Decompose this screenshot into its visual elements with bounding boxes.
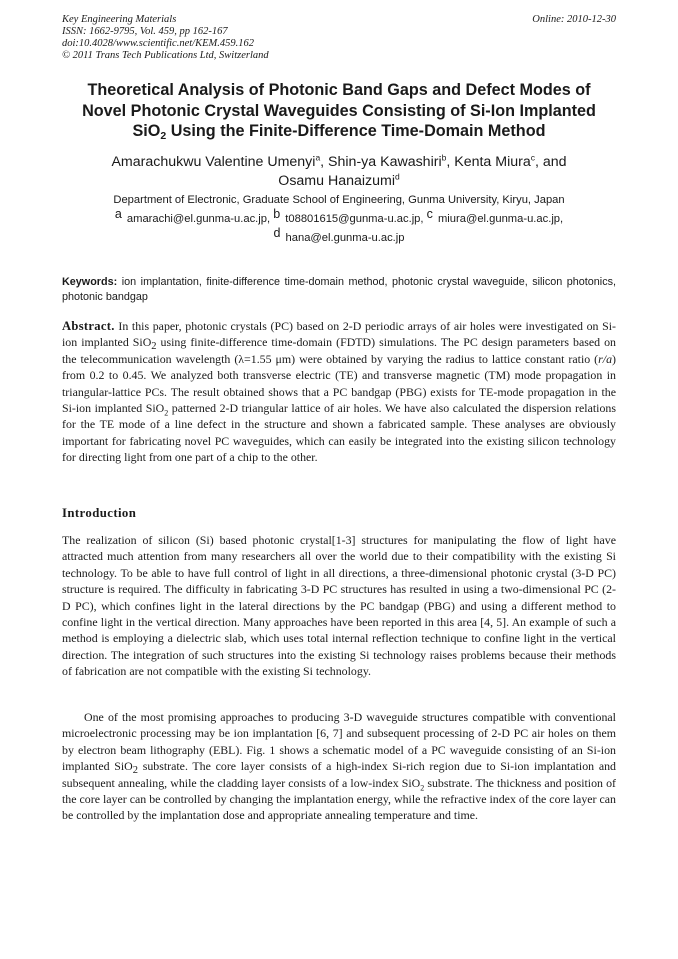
- abstract-text-1: In this paper, photonic crystals (PC) based on 2-D periodic arrays of air holes were investigated on Si-ion implanted SiO: [62, 319, 616, 350]
- author-4-mark: d: [394, 171, 400, 182]
- email-line-1: [52, 209, 626, 228]
- title-line-1: Theoretical Analysis of Photonic Band Gaps and Defect Modes of: [87, 81, 591, 99]
- journal-header: [62, 14, 269, 62]
- issn-line: ISSN: 1662-9795, Vol. 459, pp 162-167: [62, 26, 228, 37]
- paper-title: [52, 80, 626, 142]
- intro-paragraph-2: [62, 709, 616, 824]
- email-line-2: [52, 228, 626, 247]
- author-4: Osamu Hanaizumi: [278, 173, 395, 189]
- author-3: , Kenta Miura: [446, 154, 531, 170]
- keywords-label: Keywords:: [62, 276, 118, 288]
- email-b[interactable]: t08801615@gunma-u.ac.jp,: [285, 213, 424, 225]
- copyright-line: © 2011 Trans Tech Publications Ltd, Switzerland: [62, 50, 269, 61]
- keywords-text: ion implantation, finite-difference time-domain method, photonic crystal waveguide, silicon photonics, photonic bandgap: [62, 276, 616, 303]
- author-1-mark: a: [315, 152, 321, 163]
- abstract-label: Abstract.: [62, 319, 115, 333]
- title-rest: Using the Finite-Difference Time-Domain Method: [166, 122, 546, 141]
- abstract-ratio: r/a: [598, 351, 613, 366]
- doi-line: doi:10.4028/www.scientific.net/KEM.459.162: [62, 38, 254, 49]
- author-list: [52, 153, 626, 191]
- journal-name: Key Engineering Materials: [62, 14, 177, 25]
- intro-paragraph-1: The realization of silicon (Si) based photonic crystal[1-3] structures for manipulating the flow of light have attracted much attention from many researchers all over the world due to their compatibility with the existing Si technology. To be able to have full control of light in all directions, a three-dimensional photonic crystal (3-D PC) structure is required. The difficulty in fabricating 3-D PC structures has resulted in using a two-dimensional PC (2-D PC), which confines light in the lateral directions by the PC bandgap (PBG) and using a different method to confine light in the vertical direction. Many approaches have been reported in this area [4, 5]. An example of such a method is employing a dielectric slab, which uses total internal reflection technique to confine light in the vertical direction. The integration of such structures into the existing Si technology raises problems because their methods of fabrication are not compatible with the existing Si technology.: [62, 533, 616, 679]
- title-sio: SiO: [132, 122, 161, 141]
- intro-2-text-c: substrate. The thickness and position of the core layer can be controlled by changing the implantation energy, while the refractive index of the core layer can be controlled by the implantation dose and appropriate annealing temperature and time.: [62, 775, 617, 823]
- author-1: Amarachukwu Valentine Umenyi: [111, 154, 316, 170]
- keywords-block: [62, 275, 616, 305]
- abstract-sub-1: 2: [151, 341, 157, 353]
- intro-2-text-b: substrate. The core layer consists of a high-index Si-rich region due to Si-ion implantation and subsequent annealing, while the cladding layer consists of a low-index SiO: [62, 759, 616, 790]
- abstract-paragraph: [62, 318, 616, 466]
- email-a[interactable]: amarachi@el.gunma-u.ac.jp,: [126, 213, 271, 225]
- email-a-mark: a: [114, 207, 122, 221]
- email-c-mark: c: [426, 207, 433, 221]
- email-c[interactable]: miura@el.gunma-u.ac.jp,: [437, 213, 564, 225]
- intro-2-text-a: One of the most promising approaches to producing 3-D waveguide structures compatible with conventional microelectronic processing may be ion implantation [6, 7] and subsequent processing of 2-D PC air holes on them by electron beam lithography (EBL). Fig. 1 shows a schematic model of a PC waveguide consisting of an Si-ion implanted SiO: [62, 710, 616, 774]
- abstract-text-4: patterned 2-D triangular lattice of air holes. We have also calculated the dispersion relations for the TE mode of a line defect in the structure and shown a fabricated sample. These analyses are obviously important for fabricating novel PC waveguides, which can easily be integrated into the existing silicon technology for directing light from one part of a chip to the other.: [62, 401, 617, 465]
- email-b-mark: b: [273, 207, 281, 221]
- introduction-heading: Introduction: [62, 506, 137, 520]
- title-line-3: [52, 121, 626, 142]
- department-line: Department of Electronic, Graduate School of Engineering, Gunma University, Kiryu, Japan: [113, 194, 565, 206]
- abstract-sub-2: 2: [164, 408, 169, 418]
- affiliation: [52, 191, 626, 247]
- title-sub-2: 2: [160, 130, 167, 143]
- author-2: , Shin-ya Kawashiri: [320, 154, 442, 170]
- email-d-mark: d: [273, 226, 281, 240]
- author-and: , and: [534, 154, 567, 170]
- abstract-text-2: using finite-difference time-domain (FDTD) simulations. The PC design parameters based on the telecommunication wavelength (λ=1.55 μm) were obtained by varying the radius to lattice constant ratio (: [62, 335, 616, 366]
- author-2-mark: b: [441, 152, 447, 163]
- intro-2-sub-1: 2: [132, 765, 138, 777]
- intro-2-sub-2: 2: [420, 783, 425, 792]
- title-line-2: Novel Photonic Crystal Waveguides Consisting of Si-Ion Implanted: [82, 101, 596, 120]
- email-d[interactable]: hana@el.gunma-u.ac.jp: [285, 232, 405, 244]
- online-date: Online: 2010-12-30: [532, 14, 616, 25]
- abstract-text-3: ) from 0.2 to 0.45. We analyzed both transverse electric (TE) and transverse magnetic (TM) mode propagation in triangular-lattice PCs. The result obtained shows that a PC bandgap (PBG) exists for TE-mode propagation in the Si-ion implanted SiO: [62, 351, 616, 416]
- author-3-mark: c: [530, 152, 535, 163]
